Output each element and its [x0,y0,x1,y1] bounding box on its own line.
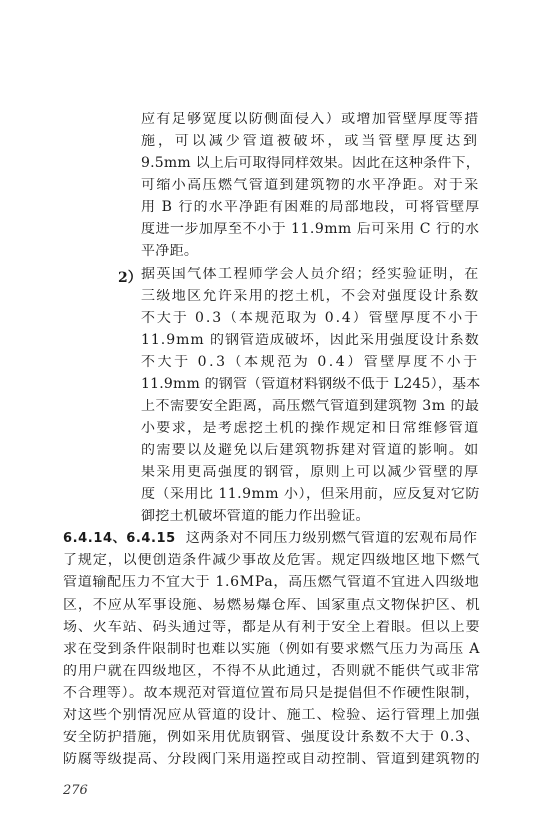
text-line: 不大于 0.3（本规范取为 0.4）管壁厚度不小于 [141,310,480,325]
text-line: 据英国气体工程师学会人员介绍；经实验证明，在 [141,266,480,281]
text-line: 平净距。 [141,244,199,259]
text-line: 防腐等级提高、分段阀门采用遥控或自动控制、管道到建筑物的 [63,752,480,766]
text-line: 度（采用比 11.9mm 小），但采用前，应反复对它防 [141,487,480,502]
text-line: 9.5mm 以上后可取得同样效果。因此在这种条件下， [141,156,480,171]
text-line: 11.9mm 的钢管造成破坏，因此采用强度设计系数 [141,332,480,347]
section-text: 这两条对不同压力级别燃气管道的宏观布局作 [185,531,478,547]
text-line: 果采用更高强度的钢管，原则上可以减少管壁的厚 [141,465,480,480]
text-line: 了规定，以便创造条件减少事故及危害。规定四级地区地下燃气 [63,553,480,568]
text-line: 管道输配压力不宜大于 1.6MPa，高压燃气管道不宜进入四级地 [63,575,480,590]
section-number: 6.4.14、6.4.15 [63,531,176,547]
page-number: 276 [63,783,88,798]
text-line: 不大于 0.3（本规范为 0.4）管壁厚度不小于 [141,354,480,369]
text-line: 可缩小高压燃气管道到建筑物的水平净距。对于采 [141,178,480,193]
text-line: 求在受到条件限制时也难以实施（例如有要求燃气压力为高压 A [63,641,480,656]
text-line: 施，可以减少管道被破坏，或当管壁厚度达到 [141,134,480,149]
text-line: 场、火车站、码头通过等，都是从有利于安全上着眼。但以上要 [63,619,480,634]
text-line: 的需要以及避免以后建筑物拆建对管道的影响。如 [141,443,480,457]
list-marker: 2） [118,269,142,286]
text-line: 的用户就在四级地区，不得不从此通过，否则就不能供气或非常 [63,663,480,678]
text-line: 御挖土机破坏管道的能力作出验证。 [141,509,370,524]
text-line: 用 B 行的水平净距有困难的局部地段，可将管壁厚 [141,200,480,215]
text-line: 11.9mm 的钢管（管道材料钢级不低于 L245），基本 [141,376,480,391]
text-line: 不合理等）。故本规范对管道位置布局只是提倡但不作硬性限制， [63,685,480,700]
text-line: 度进一步加厚至不小于 11.9mm 后可采用 C 行的水 [141,222,480,237]
text-line: 区，不应从军事设施、易燃易爆仓库、国家重点文物保护区、机 [63,597,480,612]
section-first-line [63,531,480,546]
text-line: 上不需要安全距离，高压燃气管道到建筑物 3m 的最 [141,398,480,413]
text-line: 对这些个别情况应从管道的设计、施工、检验、运行管理上加强 [63,707,480,722]
text-line: 安全防护措施，例如采用优质钢管、强度设计系数不大于 0.3、 [63,729,480,744]
text-line: 应有足够宽度以防侧面侵入）或增加管壁厚度等措 [141,112,480,126]
text-line: 三级地区允许采用的挖土机，不会对强度设计系数 [141,288,480,303]
text-line: 小要求，是考虑挖土机的操作规定和日常维修管道 [141,421,480,435]
